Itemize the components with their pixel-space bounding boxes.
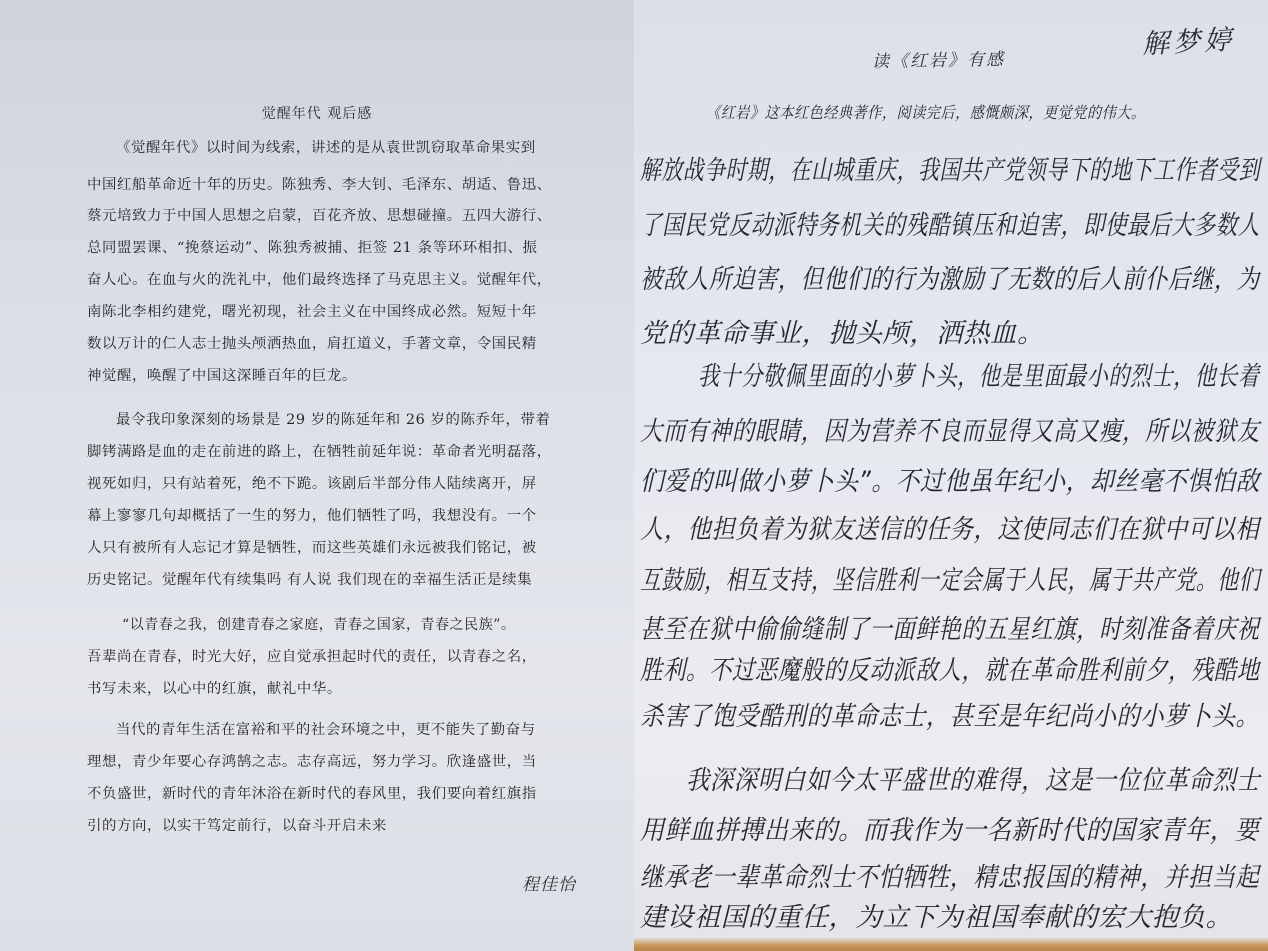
text-line: 们爱的叫做小萝卜头”。不过他虽年纪小，却丝毫不惧怕敌 [640,466,1260,497]
text-line: 引的方向，以实干笃定前行，以奋斗开启未来 [87,818,387,834]
printed-essay-title: 觉醒年代 观后感 [261,106,373,122]
handwritten-essay-page [634,0,1268,951]
handwritten-essay-title: 读《红岩》有感 [871,49,1006,73]
text-line: 大而有神的眼睛，因为营养不良而显得又高又瘦，所以被狱友 [640,416,1260,447]
text-line: 互鼓励，相互支持，坚信胜利一定会属于人民，属于共产党。他们 [640,565,1261,596]
text-line: 南陈北李相约建党，曙光初现，社会主义在中国终成必然。短短十年 [87,304,537,320]
text-line: 蔡元培致力于中国人思想之启蒙，百花齐放、思想碰撞。五四大游行、 [87,208,552,224]
text-line: 书写未来，以心中的红旗，献礼中华。 [87,681,342,697]
text-line: 用鲜血拼搏出来的。而我作为一名新时代的国家青年，要 [640,815,1260,846]
text-line: 解放战争时期，在山城重庆，我国共产党领导下的地下工作者受到 [640,155,1261,186]
text-line: 吾辈尚在青春，时光大好，应自觉承担起时代的责任，以青春之名， [87,649,537,665]
text-line: 历史铭记。觉醒年代有续集吗 有人说 我们现在的幸福生活正是续集 [87,572,533,588]
text-line: 继承老一辈革命烈士不怕牺牲，精忠报国的精神，并担当起 [640,862,1260,893]
text-line: 脚铐满路是血的走在前进的路上，在牺牲前延年说：革命者光明磊落， [87,444,552,460]
text-line: 《觉醒年代》以时间为线索，讲述的是从袁世凯窃取革命果实到 [116,140,536,156]
text-line: 人，他担负着为狱友送信的任务，这使同志们在狱中可以相 [640,514,1260,545]
text-line: 被敌人所迫害，但他们的行为激励了无数的后人前仆后继，为 [640,264,1260,295]
text-line: 奋人心。在血与火的洗礼中，他们最终选择了马克思主义。觉醒年代， [87,272,552,288]
text-line: “以青春之我，创建青春之家庭，青春之国家，青春之民族”。 [122,617,516,633]
text-line: 《红岩》这本红色经典著作，阅读完后，感慨颇深，更觉党的伟大。 [706,103,1146,122]
text-line: 视死如归，只有站着死，绝不下跪。该剧后半部分伟人陆续离开，屏 [87,476,537,492]
text-line: 建设祖国的重任，为立下为祖国奉献的宏大抱负。 [640,902,1233,933]
text-line: 不负盛世，新时代的青年沐浴在新时代的春风里，我们要向着红旗指 [87,786,537,802]
text-line: 党的革命事业，抛头颅，洒热血。 [640,318,1045,349]
text-line: 神觉醒，唤醒了中国这深睡百年的巨龙。 [87,368,357,384]
text-line: 我深深明白如今太平盛世的难得，这是一位位革命烈士 [686,765,1261,796]
text-line: 甚至在狱中偷偷缝制了一面鲜艳的五星红旗，时刻准备着庆祝 [640,614,1260,645]
text-line: 我十分敬佩里面的小萝卜头，他是里面最小的烈士，他长着 [698,361,1260,392]
text-line: 胜利。不过恶魔般的反动派敌人，就在革命胜利前夕，残酷地 [640,655,1260,686]
handwritten-essay-author: 解梦婷 [1141,24,1236,61]
text-line: 当代的青年生活在富裕和平的社会环境之中，更不能失了勤奋与 [116,722,536,738]
text-line: 最令我印象深刻的场景是 29 岁的陈延年和 26 岁的陈乔年，带着 [116,412,551,428]
text-line: 数以万计的仁人志士抛头颅洒热血，肩扛道义，手著文章，令国民精 [87,336,537,352]
text-line: 总同盟罢课、“挽蔡运动”、陈独秀被捕、拒签 21 条等环环相扣、振 [87,240,538,256]
text-line: 杀害了饱受酷刑的革命志士，甚至是年纪尚小的小萝卜头。 [640,701,1260,732]
text-line: 了国民党反动派特务机关的残酷镇压和迫害，即使最后大多数人 [640,210,1260,241]
text-line: 幕上寥寥几句却概括了一生的努力，他们牺牲了吗，我想没有。一个 [87,508,537,524]
text-line: 中国红船革命近十年的历史。陈独秀、李大钊、毛泽东、胡适、鲁迅、 [87,177,552,193]
text-line: 人只有被所有人忘记才算是牺牲，而这些英雄们永远被我们铭记，被 [87,540,537,556]
text-line: 理想，青少年要心存鸿鹄之志。志存高远，努力学习。欣逢盛世，当 [87,754,537,770]
printed-essay-signature: 程佳怡 [522,875,576,895]
